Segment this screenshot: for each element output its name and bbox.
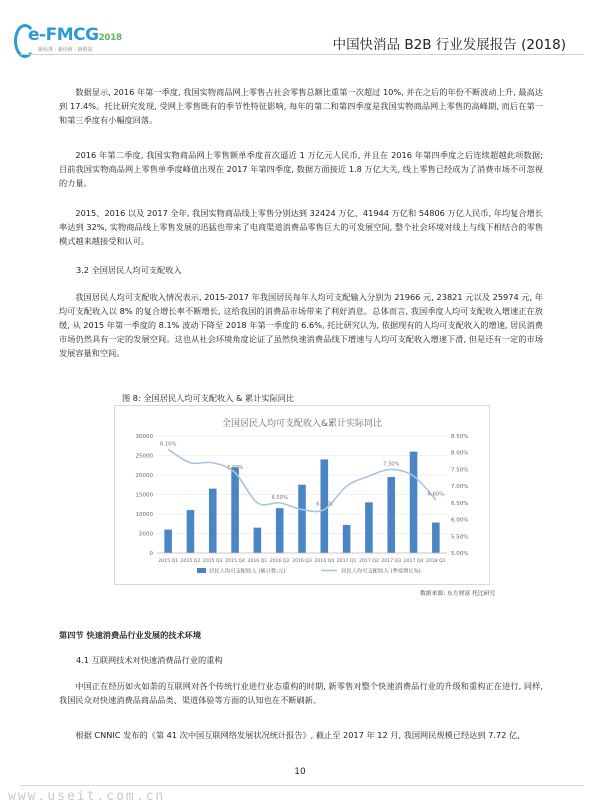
right-tick-label: 8.00% [451,450,469,457]
paragraph-6: 根据 CNNIC 发布的《第 41 次中国互联网络发展状况统计报告》, 截止至 2017 年 12 月, 我国网民规模已经达到 7.72 亿, [75,730,520,740]
chart-left-axis [136,434,154,557]
x-tick-label: 2017 Q4 [403,559,424,564]
paragraph-3: 2015、2016 以及 2017 全年, 我国实物商品线上零售分别达到 32424 万亿、41944 万亿和 54806 万亿人民币, 年均复合增长率达到 32%, 实物商品线上零售发展的迅猛也带来了电商渠道消费品零售巨大的可发展空间, 整个社会环境对线上与线下相结合的零售模式越来越接受和认可。 [59,208,543,246]
x-tick-label: 2016 Q1 [247,559,268,564]
income-bar [187,510,195,553]
x-tick-label: 2018 Q1 [425,559,446,564]
legend-swatch-bars [197,568,206,573]
left-tick-label: 20000 [135,473,153,479]
chart-svg [115,406,489,584]
left-tick-label: 5000 [139,531,153,538]
logo-main-text: e-FMCG [28,25,99,45]
legend-label-line: 居民人均可支配收入 (季度增长%) [341,568,421,575]
logo-year: 2018 [98,33,122,43]
income-bar [343,525,351,553]
growth-data-label: 8.10% [159,441,177,448]
site-watermark: www.useit.com.cn [8,789,166,804]
x-tick-label: 2015 Q4 [225,559,245,564]
income-bar [432,523,440,553]
growth-data-label: 6.60% [427,491,445,498]
x-tick-label: 2015 Q3 [202,559,223,564]
income-bar [164,530,172,553]
paragraph-2: 2016 年第二季度, 我国实物商品网上零售额单季度首次逼近 1 万亿元人民币, 并且在 2016 年第四季度之后连续超越此项数据; 目前我国实物商品网上零售单季度峰值出现在 2017 年第四季度, 数据方面接近 1.8 万亿大关, 线上零售已经成为了消费市场不可忽视的力量。 [59,150,543,188]
x-tick-label: 2017 Q3 [381,559,402,564]
legend-label-bars: 居民人均可支配收入 (累计数:元) [209,568,286,575]
efmcg-logo [6,22,146,58]
income-bar [209,489,217,553]
income-bar [276,508,284,553]
growth-data-label: 6.30% [316,501,333,508]
income-bar [410,452,418,553]
growth-data-label: 7.70% [226,464,244,471]
heading-4-1: 4.1 互联网技术对快速消费品行业的重构 [76,655,223,665]
paragraph-1: 数据显示, 2016 年第一季度, 我国实物商品网上零售占社会零售总额比重第一次超过 10%, 并在之后的年份不断波动上升, 最高达到 17.4%。托比研究发现, 受网上零售既有的季节性特征影响, 每年的第二和第四季度是我国实物商品网上零售的高峰期, 而后在第一和第三季度有小幅度回落。 [59,87,543,125]
left-tick-label: 25000 [135,453,153,460]
left-tick-label: 0 [149,551,153,557]
chart-x-axis [157,553,447,564]
income-bar [254,528,262,553]
income-bar [231,467,239,553]
income-chart [114,405,490,585]
report-title: 中国快消品 B2B 行业发展报告 (2018) [332,37,566,53]
right-tick-label: 7.00% [451,484,469,491]
logo-tagline: 新标准 · 新价值 · 新格局 [38,47,93,53]
chart-title: 全国居民人均可支配收入&累计实际同比 [221,419,383,429]
figure-source: 数据来源: 东方财富 托比研究 [420,591,496,597]
x-tick-label: 2016 Q4 [314,559,335,564]
growth-data-label: 7.30% [382,461,400,468]
x-tick-label: 2017 Q2 [359,559,379,564]
paragraph-5: 中国正在经历如火如荼的互联网对各个传统行业进行业态重构的时期, 新零售对整个快速消费品行业的升级和重构正在进行, 同样, 我国民众对快速消费品商品品类、渠道体验等方面的认知也在不断刷新。 [59,681,543,705]
heading-3-2: 3.2 全国居民人均可支配收入 [76,265,182,275]
x-tick-label: 2015 Q2 [180,559,201,564]
income-bar [365,502,373,553]
x-tick-label: 2016 Q2 [269,559,290,564]
footer-divider [20,785,584,786]
left-tick-label: 10000 [135,512,153,518]
paragraph-4: 我国居民人均可支配收入情况表示, 2015-2017 年我国居民每年人均可支配输入分别为 21966 元, 23821 元以及 25974 元, 年均可支配收入以 8% 的复合增长率不断增长, 这给我国的消费品市场带来了利好消息。总体而言, 我国季度人均可支配收入增速正在放缓, 从 2015 年第一季度的 8.1% 波动下降至 2018 年第一季度的 6.6%, 托比研究认为, 依据现有的人均可支配收入的增速, 居民消费市场仍然具有一定的发展空间。这也从社会环境角度论证了虽然快速消费品线下增速与人均可支配收入增速下滑, 但是还有一定的市场发展容量和空间。 [59,292,543,358]
right-tick-label: 7.50% [451,467,469,474]
x-tick-label: 2017 Q1 [336,559,357,564]
page-header [0,0,600,62]
header-divider [20,54,584,55]
income-bar [298,485,306,553]
income-bar [387,477,395,553]
figure-caption: 图 8: 全国居民人均可支配收入 & 累计实际同比 [122,393,295,403]
right-tick-label: 6.50% [451,500,469,507]
chart-right-axis [451,434,468,557]
right-tick-label: 6.00% [451,517,469,524]
growth-data-label: 6.50% [271,494,288,501]
page-number: 10 [294,767,306,777]
right-tick-label: 5.00% [451,551,469,557]
x-tick-label: 2015 Q1 [158,559,179,564]
chart-legend [197,567,421,575]
x-tick-label: 2016 Q3 [292,559,312,564]
right-tick-label: 5.50% [451,534,469,541]
right-tick-label: 8.50% [451,434,469,440]
left-tick-label: 30000 [135,434,153,440]
section-4-heading: 第四节 快速消费品行业发展的技术环境 [59,630,202,640]
left-tick-label: 15000 [135,492,153,499]
